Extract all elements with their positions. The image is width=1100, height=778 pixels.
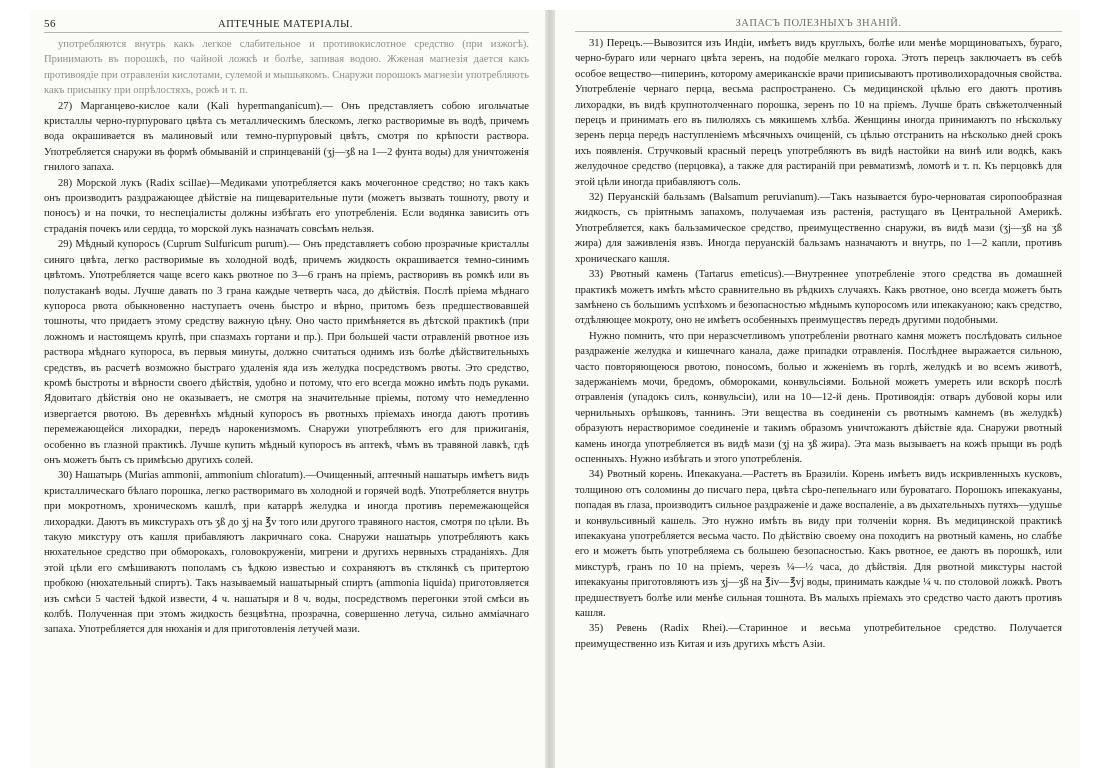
paragraph: 28) Морской лукъ (Radix scillae)—Медиками употребляется какъ мочегонное средство; но такъ какъ онъ производитъ раздражающее дѣйствіе на пищеварительные пути (можетъ вызвать тошноту, рвоту и поносъ) и на почки, то неспеціалисты должны избѣгать его употребленія. Если водянка зависить отъ страданія почекъ или сердца, то морской лукъ назначать совсѣмъ нельзя. (44, 177, 529, 235)
paragraph: 32) Перуанскій бальзамъ (Balsamum peruvianum).—Такъ называется буро-черноватая сиропообразная жидкость, съ пріятнымъ запахомъ, получаемая изъ растенія, растущаго въ Центральной Америкѣ. Употребляется, какъ бальзамическое средство, преимущественно снаружи, въ видѣ мази (ʒj—ʒß на ʒß жира) для заживленія язвъ. Иногда перуанскій бальзамъ назначаютъ и внутрь, по 1—2 капли, противъ хроническаго кашля. (575, 192, 1062, 265)
page-number: 56 (44, 18, 56, 30)
right-page-text (575, 36, 1062, 652)
paragraph: 29) Мѣдный купоросъ (Cuprum Sulfuricum purum).— Онъ представляетъ собою прозрачные кристаллы синяго цвѣта, легко растворимые въ холодной водѣ, причемъ жидкость окрашивается темно-синимъ цвѣтомъ. Употребляется чаще всего какъ рвотное по 3—6 гранъ на пріемъ, растворивъ въ ромкѣ или въ полустаканѣ воды. Лучше давать по 3 грана каждые четверть часа, до дѣйствія. Послѣ пріема мѣднаго купороса рвота обыкновенно наступаетъ очень быстро и вѣрно, притомъ безъ предшествовавшей тошноты, что придаетъ этому средству важную цѣну. Оно часто примѣняется въ дѣтской практикѣ (при ложномъ и настоящемъ крупѣ, при спазмахъ гортани и пр.). При большей части отравленій рвотное изъ раствора мѣднаго купороса, въ первыя минуты, должно считаться однимъ изъ болѣе дѣйствительныхъ средствъ, въ расчетѣ возможно быстраго удаленія яда изъ желудка посредствомъ рвоты. Это средство, кромѣ быстроты и вѣрности своего дѣйствія, удобно и потому, что его всегда можно имѣть подъ руками. Ядовитаго дѣйствія оно не оказываетъ, не смотря на значительные пріемы, потому что немедленно извергается рвотою. Въ деревнѣхъ мѣдный купоросъ въ рвотныхъ пріемахъ иногда даютъ противъ перемежающейся лихорадки, передъ нарокенизмомъ. Снаружи употребляютъ его для прижиганія, особенно въ глазной практикѣ. Лучше купить мѣдный купоросъ въ аптекѣ, чѣмъ въ травяной лавкѣ, гдѣ онъ можетъ быть съ примѣсью другихъ солей. (44, 239, 529, 466)
left-page-text (44, 37, 529, 638)
paragraph: 30) Нашатырь (Murias ammonii, ammonium chloratum).—Очищенный, аптечный нашатырь имѣетъ видъ кристаллическаго бѣлаго порошка, легко растворимаго въ холодной и горячей водѣ. Употребляется внутрь при мокротномъ, хроническомъ кашлѣ, при катаррѣ желудка и иногда противъ перемежающейся лихорадки. Даютъ въ микстурахъ отъ ʒß до ʒj на ℥v того или другого травяного настоя, смотря по цѣли. Въ такую микстуру отъ кашля прибавляютъ лакричнаго сока. Снаружи нашатырь употребляютъ какъ нюхательное средство при обморокахъ, головокруженіи, мигрени и другихъ нервныхъ страданіяхъ. Для этой цѣли его смѣшиваютъ пополамъ съ ѣдкою известью и сохраняютъ въ стклянкѣ съ притертою пробкою (нюхательный спиртъ). Такъ называемый нашатырный спиртъ (ammonia liquida) приготовляется изъ смѣси 5 частей ѣдкой извести, 4 ч. нашатыря и 8 ч. воды, посредствомъ перегонки этой смѣси въ колбѣ. Полученная при этомъ жидкость безцвѣтна, прозрачна, совершенно летуча, сильно аммiачнаго запаха. Употребляется для нюханія и для приготовленія летучей мази. (44, 470, 529, 636)
book-gutter (545, 10, 555, 768)
left-page (30, 10, 545, 768)
running-head: АПТЕЧНЫЕ МАТЕРIАЛЫ. (218, 19, 353, 30)
paragraph: 27) Марганцево-кислое кали (Kali hypermanganicum).— Онъ представляетъ собою игольчатые кристаллы черно-пурпуроваго цвѣта съ металлическимъ блескомъ, легко растворимые въ водѣ, причемъ вода окрашивается въ малиновый или темно-пурпуровый цвѣтъ, смотря по крѣпости раствора. Употребляется снаружи въ формѣ обмываній и спринцеваній (ʒj—ʒß на 1—2 фунта воды) для уничтоженія гнилого запаха. (44, 100, 529, 174)
paragraph: 34) Рвотный корень. Ипекакуана.—Растетъ въ Бразиліи. Корень имѣетъ видъ искривленныхъ кусковъ, толщиною отъ соломины до писчаго пера, цвѣта сѣро-пепельнаго или буроватаго. Порошокъ ипекакуаны, попадая въ глаза, производитъ сильное раздраженіе и даже воспаленіе, а въ дыхательныхъ путяхъ—удушье и конвульсивный кашель. Это нужно имѣть въ виду при толченіи корня. Въ медицинской практикѣ ипекакуана употребляется весьма часто. По дѣйствію своему она походитъ на рвотный камень, но слабѣе его и можетъ быть употребляема съ большею безопасностью. Какъ рвотное, ее даютъ въ порошкѣ, или микстурѣ, гранъ по 10 на пріемъ, черезъ ¼—½ часа, до дѣйствія. Для рвотной микстуры настой ипекакуаны приготовляютъ изъ ʒj—ʒß на ℥iv—℥vj воды, принимать каждые ¼ ч. по столовой ложкѣ. Рвотъ предшествуетъ болѣе или менѣе сильная тошнота. Въ малыхъ пріемахъ это средство часто даютъ противъ кашля. (575, 469, 1062, 620)
paragraph: Нужно помнить, что при неразсчетливомъ употребленіи рвотнаго камня можетъ послѣдовать сильное раздраженіе желудка и кишечнаго канала, даже припадки отравленія. Послѣднее выражается сильною, часто повторяющеюся рвотою, поносомъ, болью и жженіемъ въ горлѣ, желудкѣ и во всемъ животѣ, задержаніемъ мочи, бредомъ, обмороками, конвульсіями. Больной можетъ умереть или вскорѣ послѣ отравленія (упадокъ силъ, конвульсіи), или на 10—12-й день. Противоядія: отваръ дубовой коры или чернильныхъ орѣшковъ, таннинъ. Эти вещества въ соединеніи съ рвотнымъ камнемъ (въ желудкѣ) образуютъ нерастворимое соединеніе и такимъ образомъ уничтожаютъ дѣйствіе яда. Снаружи рвотный камень иногда употребляется въ видѣ мази (ʒj на ʒß жира). Эта мазь вызываетъ на кожѣ прыщи въ родѣ оспенныхъ. Нужно избѣгать и этого употребленія. (575, 330, 1062, 465)
paragraph: 31) Перецъ.—Вывозится изъ Индіи, имѣетъ видъ круглыхъ, болѣе или менѣе морщиноватыхъ, бураго, черно-бураго или чернаго цвѣта зеренъ, на подобіе мелкаго гороха. Этотъ перецъ заключаетъ въ себѣ особое вещество—пиперинъ, которому американскіе врачи приписываютъ противолихорадочныя свойства. Употребленіе чернаго перца, весьма распространено. Съ медицинской цѣлью его даютъ противъ лихорадки, въ видѣ крупнотолченнаго порошка, зеренъ по 10 на пріемъ. Лучше брать свѣжетолченный перецъ и принимать его въ пилюляхъ съ мякишемъ хлѣба. Женщины иногда принимаютъ по нѣскольку зеренъ перца передъ наступленіемъ мѣсячныхъ очищеній, съ цѣлью отстранить на нѣсколько дней срокъ ихъ появленія. Стручковый красный перецъ употребляютъ въ видѣ настойки на винѣ или водкѣ, какъ желудочное средство (перцовка), а также для растираній при ревматизмѣ, ломотѣ и т. п. Къ перцовкѣ для этой цѣли иногда прибавляютъ соль. (575, 38, 1062, 188)
book-spread (30, 10, 1080, 768)
right-page-header (575, 18, 1062, 32)
paragraph: 33) Рвотный камень (Tartarus emeticus).—Внутреннее употребленіе этого средства въ домашней практикѣ можетъ имѣть мѣсто сравнительно въ рѣдкихъ случаяхъ. Какъ рвотное, оно всегда можетъ быть замѣнено съ большимъ успѣхомъ и безопасностью мѣднымъ купоросомъ или ипекакуаною; какъ средство, отдѣляющее мокроту, оно не имѣетъ особенныхъ преимуществъ передъ другими подобными. (575, 269, 1062, 327)
paragraph: 35) Ревень (Radix Rhei).—Старинное и весьма употребительное средство. Получается преимущественно изъ Китая и изъ другихъ мѣстъ Азіи. (575, 623, 1062, 650)
right-page (555, 10, 1080, 768)
paragraph: употребляются внутрь какъ легкое слабительное и противокислотное средство (при изжогѣ). Принимають въ порошкѣ, по чайной ложкѣ и болѣе, запивая водою. Жженая магнезія дается какъ противоядіе при отравленiи кислотами, сулемой и мышьякомъ. Снаружи порошокъ магнезiи употребляють какъ присыпку при опрѣлостяхъ, рожѣ и т. п. (44, 39, 529, 97)
left-page-header (44, 18, 529, 33)
running-head: ЗАПАСЪ ПОЛЕЗНЫХЪ ЗНАНIЙ. (735, 18, 902, 29)
